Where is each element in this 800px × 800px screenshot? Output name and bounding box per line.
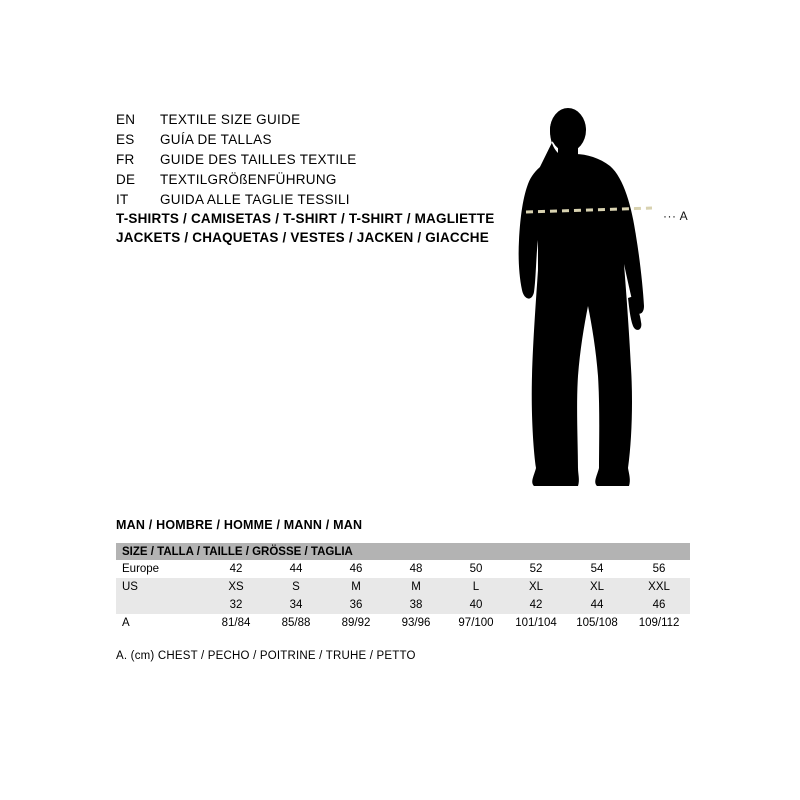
cell: XL	[506, 578, 566, 596]
cell: 44	[566, 596, 628, 614]
language-text: GUIDA ALLE TAGLIE TESSILI	[160, 192, 350, 207]
language-code: EN	[116, 112, 136, 127]
garment-types-block	[116, 209, 536, 247]
cell: 101/104	[506, 614, 566, 632]
cell: 48	[386, 560, 446, 578]
chest-measure-label: ··· A	[663, 209, 689, 223]
cell: 109/112	[628, 614, 690, 632]
table-row	[116, 560, 690, 578]
row-label: US	[116, 578, 206, 596]
cell: 85/88	[266, 614, 326, 632]
cell: 97/100	[446, 614, 506, 632]
cell: XXL	[628, 578, 690, 596]
language-code: FR	[116, 152, 135, 167]
row-label: Europe	[116, 560, 206, 578]
size-table	[116, 543, 690, 632]
language-code: IT	[116, 192, 129, 207]
language-text: GUÍA DE TALLAS	[160, 132, 272, 147]
cell: 52	[506, 560, 566, 578]
table-row	[116, 614, 690, 632]
cell: 50	[446, 560, 506, 578]
language-text: GUIDE DES TAILLES TEXTILE	[160, 152, 357, 167]
cell: M	[386, 578, 446, 596]
cell: 54	[566, 560, 628, 578]
row-label	[116, 596, 206, 614]
cell: 40	[446, 596, 506, 614]
male-silhouette-figure	[500, 100, 720, 500]
silhouette-body	[519, 108, 644, 486]
language-text: TEXTILGRÖßENFÜHRUNG	[160, 172, 337, 187]
language-code: DE	[116, 172, 136, 187]
cell: S	[266, 578, 326, 596]
language-row	[116, 152, 496, 172]
language-row	[116, 132, 496, 152]
cell: 46	[326, 560, 386, 578]
language-row	[116, 172, 496, 192]
table-header-label: SIZE / TALLA / TAILLE / GRÖSSE / TAGLIA	[116, 543, 690, 560]
cell: 89/92	[326, 614, 386, 632]
cell: 105/108	[566, 614, 628, 632]
garment-line-jackets: JACKETS / CHAQUETAS / VESTES / JACKEN / GIACCHE	[116, 230, 489, 245]
language-code: ES	[116, 132, 135, 147]
cell: L	[446, 578, 506, 596]
cell: M	[326, 578, 386, 596]
cell: 32	[206, 596, 266, 614]
cell: 81/84	[206, 614, 266, 632]
language-text: TEXTILE SIZE GUIDE	[160, 112, 301, 127]
language-title-block	[116, 112, 496, 212]
cell: XL	[566, 578, 628, 596]
silhouette-svg	[500, 100, 720, 500]
table-row	[116, 578, 690, 596]
language-row	[116, 112, 496, 132]
table-title-man: MAN / HOMBRE / HOMME / MANN / MAN	[116, 518, 363, 532]
cell: 42	[506, 596, 566, 614]
cell: 34	[266, 596, 326, 614]
cell: XS	[206, 578, 266, 596]
cell: 36	[326, 596, 386, 614]
cell: 42	[206, 560, 266, 578]
cell: 44	[266, 560, 326, 578]
table-header-row	[116, 543, 690, 560]
cell: 38	[386, 596, 446, 614]
garment-line-tshirts: T-SHIRTS / CAMISETAS / T-SHIRT / T-SHIRT / MAGLIETTE	[116, 211, 495, 226]
cell: 93/96	[386, 614, 446, 632]
cell: 46	[628, 596, 690, 614]
table-row	[116, 596, 690, 614]
table-footnote: A. (cm) CHEST / PECHO / POITRINE / TRUHE / PETTO	[116, 650, 416, 662]
row-label: A	[116, 614, 206, 632]
cell: 56	[628, 560, 690, 578]
